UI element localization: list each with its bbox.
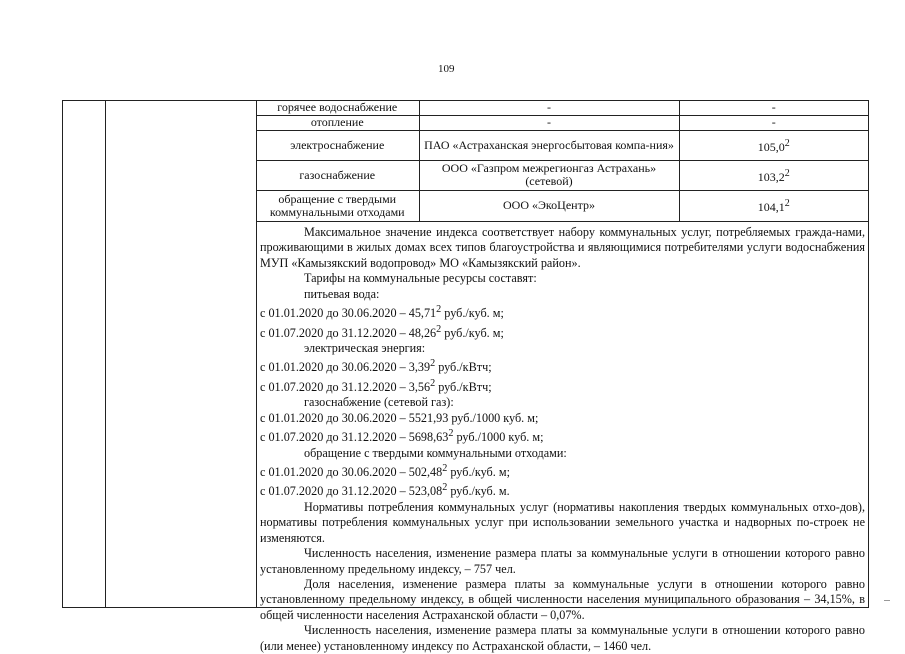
body-text	[260, 225, 865, 654]
paragraph-norms: Нормативы потребления коммунальных услуг (нормативы накопления твердых коммунальных отхо-дов), нормативы потребления коммунальных услуг при использовании земельного участка и надворных по-строек не изменяются.	[260, 499, 865, 545]
table-row	[256, 160, 868, 190]
table-row	[256, 190, 868, 221]
service-cell: горячее водоснабжение	[256, 101, 419, 115]
tariffs-heading: Тарифы на коммунальные ресурсы составят:	[304, 271, 537, 286]
provider-cell: -	[419, 115, 679, 130]
tariff-line: с 01.01.2020 до 30.06.2020 – 45,71$^2$ руб./куб. м;	[260, 304, 504, 321]
index-cell: 103,2$^2$	[679, 160, 868, 190]
service-cell: отопление	[256, 115, 419, 130]
provider-cell: ООО «ЭкоЦентр»	[419, 190, 679, 221]
scan-mark	[884, 600, 890, 601]
service-cell: электроснабжение	[256, 130, 419, 160]
paragraph-share: Доля населения, изменение размера платы за коммунальные услуги в отношении которого равно установленному предельному индексу, в общей численности населения муниципального образования – 34,15%, в общей численности населения Астраханской области – 0,07%.	[260, 576, 865, 622]
index-cell: 105,0$^2$	[679, 130, 868, 160]
tariff-line: с 01.01.2020 до 30.06.2020 – 5521,93 руб./1000 куб. м;	[260, 410, 539, 425]
service-cell: газоснабжение	[256, 160, 419, 190]
water-label: питьевая вода:	[304, 286, 380, 301]
table-row	[256, 115, 868, 130]
table-row	[256, 130, 868, 160]
gas-label: газоснабжение (сетевой газ):	[304, 395, 454, 410]
tariff-line: с 01.01.2020 до 30.06.2020 – 502,48$^2$ руб./куб. м;	[260, 463, 510, 480]
paragraph-population: Численность населения, изменение размера платы за коммунальные услуги в отношении которого равно установленному предельному индексу, – 757 чел.	[260, 546, 865, 576]
service-cell: обращение с твердыми коммунальными отходами	[256, 190, 419, 221]
provider-cell: -	[419, 101, 679, 115]
paragraph-max-index: Максимальное значение индекса соответствует набору коммунальных услуг, потребляемых гражда-нами, проживающими в жилых домах всех типов благоустройства и являющимися потребителями услуги водоснабжения МУП «Камызякский водопровод» МО «Камызякский район».	[260, 225, 865, 270]
index-cell: -	[679, 101, 868, 115]
table-row	[256, 101, 868, 115]
services-table	[256, 101, 868, 222]
provider-cell: ПАО «Астраханская энергосбытовая компа-ния»	[419, 130, 679, 160]
index-cell: -	[679, 115, 868, 130]
tariff-line: с 01.07.2020 до 31.12.2020 – 3,56$^2$ руб./кВтч;	[260, 377, 492, 394]
index-cell: 104,1$^2$	[679, 190, 868, 221]
provider-cell: ООО «Газпром межрегионгаз Астрахань» (сетевой)	[419, 160, 679, 190]
tariff-line: с 01.07.2020 до 31.12.2020 – 5698,63$^2$ руб./1000 куб. м;	[260, 428, 544, 445]
electricity-label: электрическая энергия:	[304, 340, 426, 355]
page-number: 109	[438, 63, 455, 75]
tariff-line: с 01.07.2020 до 31.12.2020 – 523,08$^2$ руб./куб. м.	[260, 482, 510, 499]
paragraph-population-region: Численность населения, изменение размера платы за коммунальные услуги в отношении которого равно (или менее) установленному индексу по Астраханской области, – 1460 чел.	[260, 623, 865, 653]
column-divider	[105, 101, 106, 607]
document-table-frame	[62, 100, 869, 653]
waste-label: обращение с твердыми коммунальными отходами:	[304, 445, 567, 460]
tariff-line: с 01.01.2020 до 30.06.2020 – 3,39$^2$ руб./кВтч;	[260, 358, 492, 375]
tariff-line: с 01.07.2020 до 31.12.2020 – 48,26$^2$ руб./куб. м;	[260, 323, 504, 340]
